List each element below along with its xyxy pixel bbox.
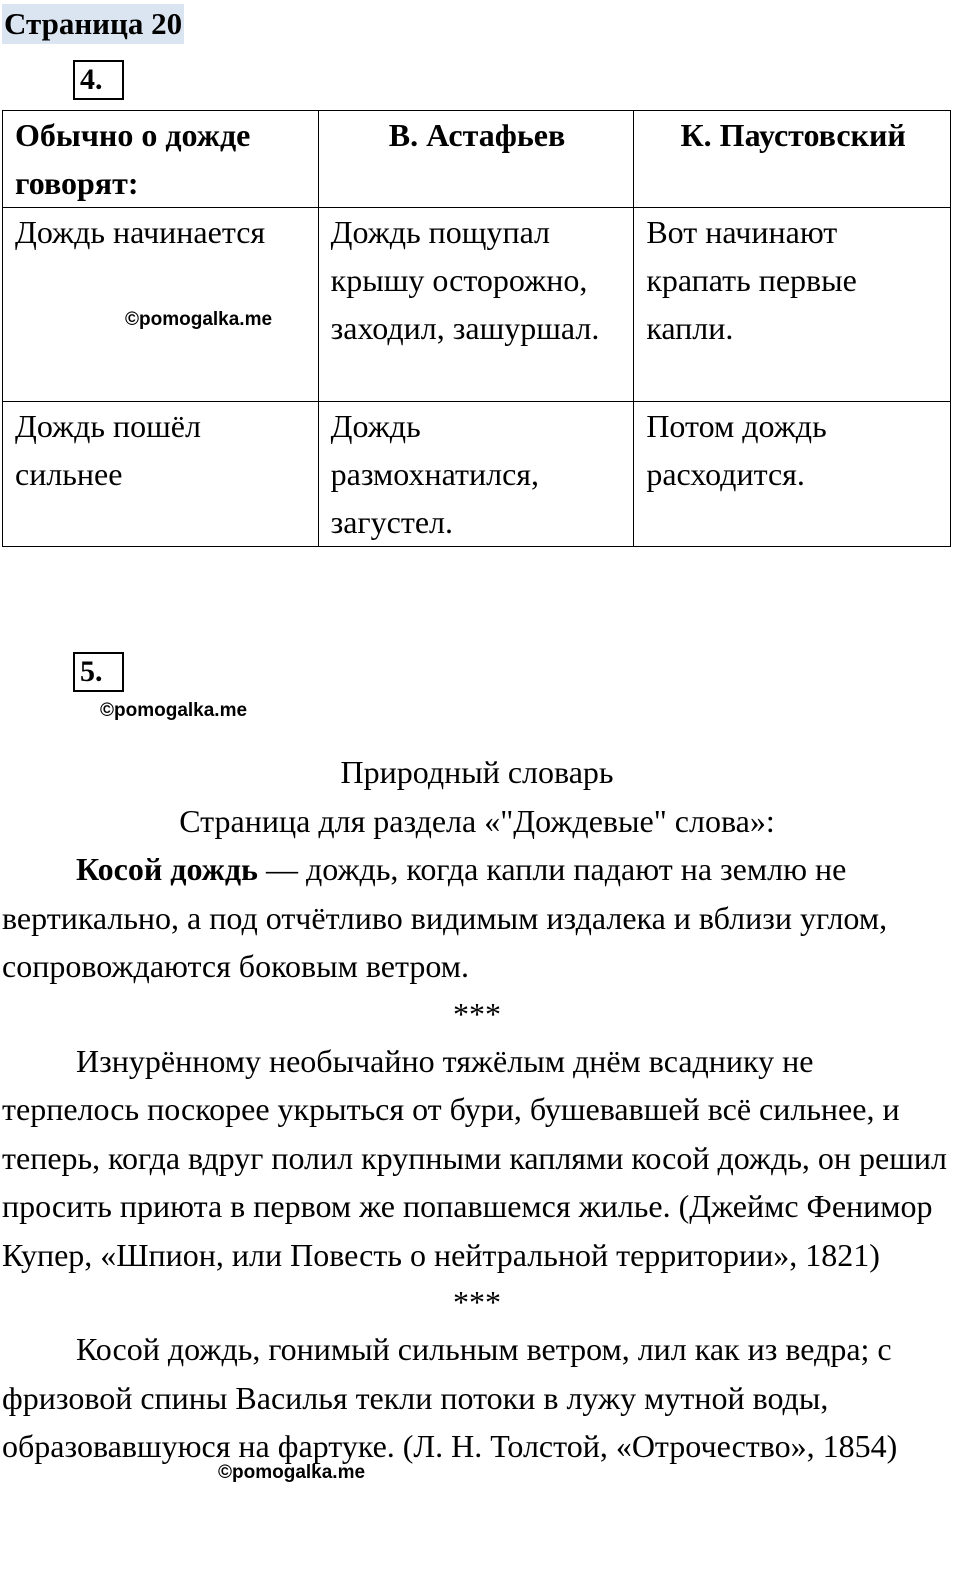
table-cell: Дождь начинается (3, 208, 319, 402)
separator: *** (453, 995, 501, 1032)
watermark: ©pomogalka.me (100, 700, 248, 721)
header-common: Обычно о дожде говорят: (3, 111, 319, 208)
watermark: ©pomogalka.me (125, 309, 273, 330)
task-5-number: 5. (73, 652, 124, 692)
table-cell: Вот начинают крапать первые капли. (634, 208, 951, 402)
nature-dictionary (2, 748, 952, 1471)
table-cell: Дождь размохнатился, загустел. (318, 402, 634, 547)
dictionary-subtitle: Страница для раздела «"Дождевые" слова»: (179, 802, 775, 839)
quote-tolstoy: Косой дождь, гонимый сильным ветром, лил как из ведра; с фризовой спины Василья текли потоки в лужу мутной воды, образовавшуюся на фартуке. (Л. Н. Толстой, «Отрочество», 1854) (2, 1331, 898, 1464)
watermark: ©pomogalka.me (218, 1462, 366, 1483)
table-cell: Потом дождь расходится. (634, 402, 951, 547)
table-cell: Дождь пощупал крышу осторожно, заходил, зашуршал. (318, 208, 634, 402)
separator: *** (453, 1284, 501, 1320)
table-row (3, 208, 951, 402)
quote-cooper: Изнурённому необычайно тяжёлым днём всаднику не терпелось поскорее укрыться от бури, бушевавшей всё сильнее, и теперь, когда вдруг полил крупными каплями косой дождь, он решил просить приюта в первом же попавшемся жилье. (Джеймс Фенимор Купер, «Шпион, или Повесть о нейтральной территории», 1821) (2, 1042, 947, 1273)
table-row (3, 402, 951, 547)
definition-paragraph (2, 845, 952, 991)
table-header-row (3, 111, 951, 208)
header-paustovsky: К. Паустовский (634, 111, 951, 208)
definition-text: — дождь, когда капли падают на землю не вертикально, а под отчётливо видимым издалека и вблизи углом, сопровождаются боковым ветром. (2, 851, 888, 984)
table-cell: Дождь пошёл сильнее (3, 402, 319, 547)
dictionary-title: Природный словарь (340, 754, 614, 790)
term: Косой дождь (76, 851, 258, 887)
header-astafiev: В. Астафьев (318, 111, 634, 208)
page-title: Страница 20 (2, 4, 184, 44)
task-4-number: 4. (73, 60, 124, 100)
